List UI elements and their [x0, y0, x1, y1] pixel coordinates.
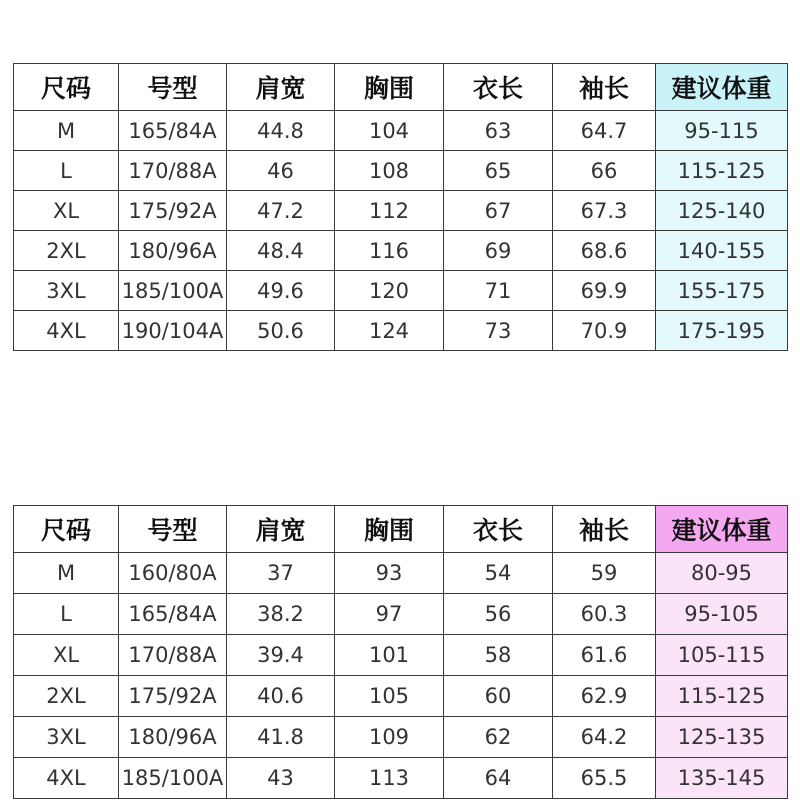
cell-chest: 120	[335, 271, 444, 311]
header-shoulder: 肩宽	[227, 64, 335, 111]
cell-length: 69	[444, 231, 553, 271]
cell-length: 62	[444, 717, 553, 758]
cell-shoulder: 43	[227, 758, 335, 799]
cell-weight: 115-125	[656, 676, 788, 717]
cell-model: 180/96A	[119, 717, 227, 758]
header-recommended-weight: 建议体重	[656, 506, 788, 553]
table-row	[14, 151, 788, 191]
cell-model: 175/92A	[119, 676, 227, 717]
cell-chest: 101	[335, 635, 444, 676]
cell-size: M	[14, 111, 119, 151]
header-model: 号型	[119, 506, 227, 553]
cell-size: M	[14, 553, 119, 594]
cell-sleeve: 61.6	[553, 635, 656, 676]
header-shoulder: 肩宽	[227, 506, 335, 553]
cell-sleeve: 65.5	[553, 758, 656, 799]
cell-weight: 175-195	[656, 311, 788, 351]
header-size: 尺码	[14, 64, 119, 111]
cell-chest: 113	[335, 758, 444, 799]
header-model: 号型	[119, 64, 227, 111]
cell-chest: 124	[335, 311, 444, 351]
header-length: 衣长	[444, 64, 553, 111]
cell-model: 185/100A	[119, 271, 227, 311]
header-chest: 胸围	[335, 506, 444, 553]
table-row	[14, 758, 788, 799]
cell-length: 63	[444, 111, 553, 151]
cell-shoulder: 41.8	[227, 717, 335, 758]
cell-model: 160/80A	[119, 553, 227, 594]
cell-weight: 95-115	[656, 111, 788, 151]
cell-sleeve: 64.2	[553, 717, 656, 758]
size-chart-table-2	[13, 505, 788, 799]
cell-weight: 95-105	[656, 594, 788, 635]
cell-sleeve: 68.6	[553, 231, 656, 271]
cell-shoulder: 47.2	[227, 191, 335, 231]
cell-chest: 112	[335, 191, 444, 231]
cell-chest: 104	[335, 111, 444, 151]
cell-model: 180/96A	[119, 231, 227, 271]
cell-shoulder: 48.4	[227, 231, 335, 271]
cell-chest: 108	[335, 151, 444, 191]
header-chest: 胸围	[335, 64, 444, 111]
header-row	[14, 506, 788, 553]
table-row	[14, 231, 788, 271]
cell-chest: 93	[335, 553, 444, 594]
cell-chest: 105	[335, 676, 444, 717]
cell-size: XL	[14, 635, 119, 676]
table-row	[14, 717, 788, 758]
cell-length: 58	[444, 635, 553, 676]
cell-sleeve: 60.3	[553, 594, 656, 635]
table-row	[14, 635, 788, 676]
cell-weight: 135-145	[656, 758, 788, 799]
cell-weight: 115-125	[656, 151, 788, 191]
cell-size: L	[14, 594, 119, 635]
table-row	[14, 594, 788, 635]
header-sleeve: 袖长	[553, 506, 656, 553]
cell-model: 185/100A	[119, 758, 227, 799]
table-row	[14, 311, 788, 351]
cell-chest: 97	[335, 594, 444, 635]
header-size: 尺码	[14, 506, 119, 553]
cell-model: 175/92A	[119, 191, 227, 231]
cell-length: 65	[444, 151, 553, 191]
cell-length: 60	[444, 676, 553, 717]
cell-sleeve: 66	[553, 151, 656, 191]
cell-length: 54	[444, 553, 553, 594]
header-sleeve: 袖长	[553, 64, 656, 111]
cell-size: XL	[14, 191, 119, 231]
cell-length: 64	[444, 758, 553, 799]
cell-shoulder: 37	[227, 553, 335, 594]
table-row	[14, 111, 788, 151]
table-row	[14, 271, 788, 311]
cell-model: 165/84A	[119, 111, 227, 151]
cell-sleeve: 70.9	[553, 311, 656, 351]
cell-size: 4XL	[14, 758, 119, 799]
cell-sleeve: 59	[553, 553, 656, 594]
cell-model: 170/88A	[119, 151, 227, 191]
cell-length: 71	[444, 271, 553, 311]
table-row	[14, 191, 788, 231]
cell-model: 190/104A	[119, 311, 227, 351]
cell-shoulder: 49.6	[227, 271, 335, 311]
cell-shoulder: 44.8	[227, 111, 335, 151]
table-row	[14, 553, 788, 594]
table-row	[14, 676, 788, 717]
cell-size: 2XL	[14, 676, 119, 717]
cell-sleeve: 64.7	[553, 111, 656, 151]
cell-length: 56	[444, 594, 553, 635]
cell-shoulder: 39.4	[227, 635, 335, 676]
cell-size: 3XL	[14, 717, 119, 758]
header-length: 衣长	[444, 506, 553, 553]
cell-size: 4XL	[14, 311, 119, 351]
cell-chest: 109	[335, 717, 444, 758]
header-recommended-weight: 建议体重	[656, 64, 788, 111]
cell-size: 2XL	[14, 231, 119, 271]
header-row	[14, 64, 788, 111]
cell-model: 170/88A	[119, 635, 227, 676]
cell-shoulder: 46	[227, 151, 335, 191]
cell-length: 67	[444, 191, 553, 231]
cell-weight: 105-115	[656, 635, 788, 676]
cell-chest: 116	[335, 231, 444, 271]
cell-weight: 80-95	[656, 553, 788, 594]
cell-model: 165/84A	[119, 594, 227, 635]
cell-sleeve: 69.9	[553, 271, 656, 311]
cell-weight: 140-155	[656, 231, 788, 271]
cell-sleeve: 62.9	[553, 676, 656, 717]
size-chart-table-1	[13, 63, 788, 351]
cell-weight: 125-135	[656, 717, 788, 758]
cell-length: 73	[444, 311, 553, 351]
cell-weight: 125-140	[656, 191, 788, 231]
cell-shoulder: 40.6	[227, 676, 335, 717]
cell-size: L	[14, 151, 119, 191]
cell-size: 3XL	[14, 271, 119, 311]
cell-weight: 155-175	[656, 271, 788, 311]
cell-shoulder: 38.2	[227, 594, 335, 635]
cell-sleeve: 67.3	[553, 191, 656, 231]
cell-shoulder: 50.6	[227, 311, 335, 351]
